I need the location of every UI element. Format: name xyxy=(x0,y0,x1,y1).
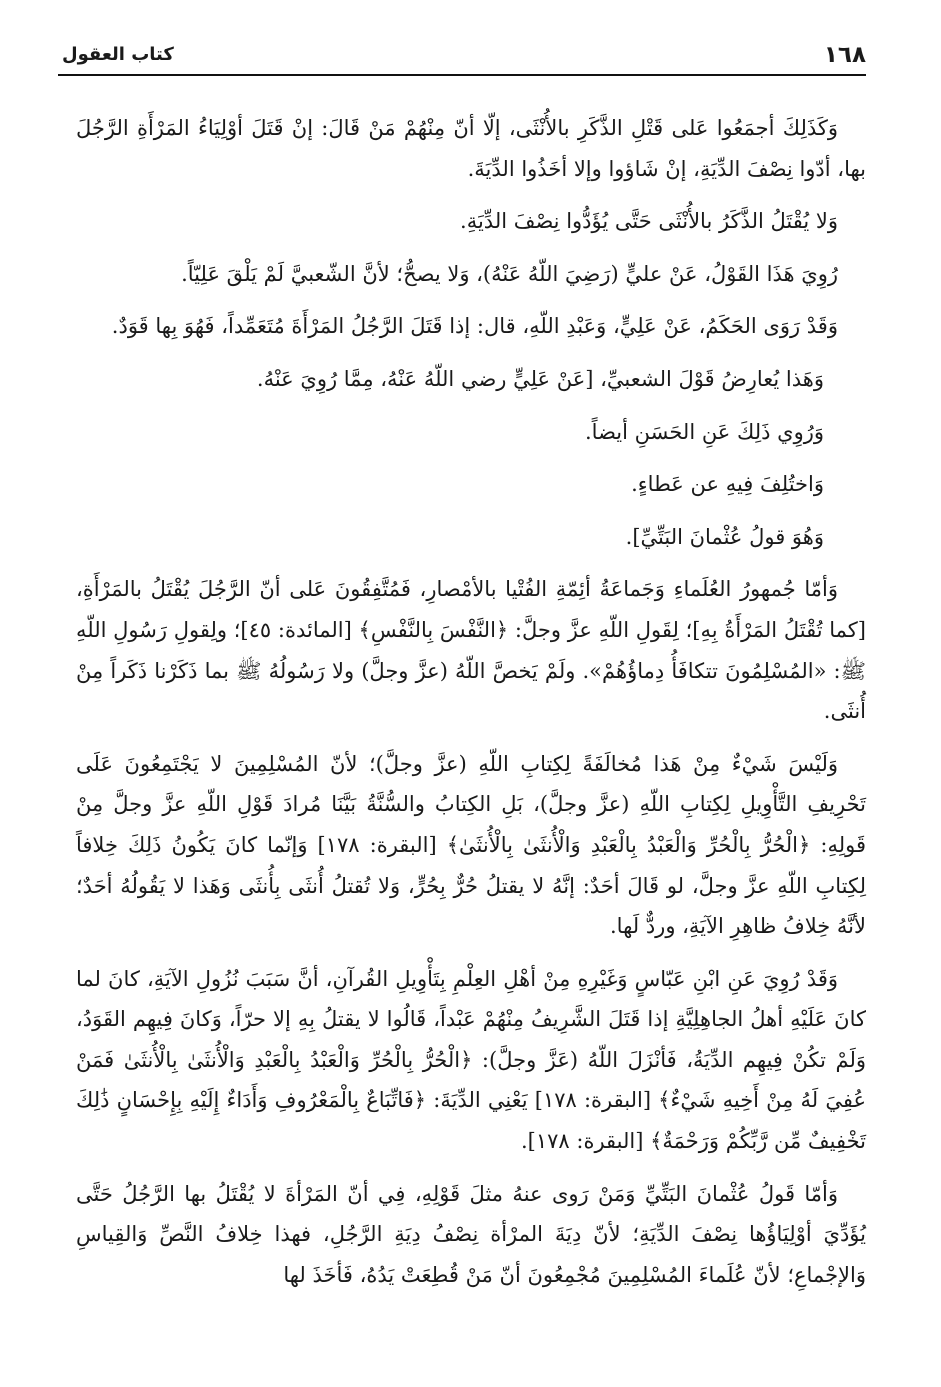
page-body xyxy=(76,108,866,1295)
book-title: كتاب العقول xyxy=(62,44,174,65)
paragraph: رُوِيَ هَذَا القَوْلُ، عَنْ عليٍّ (رَضِيَ اللّهُ عَنْهُ)، وَلا يصحُّ؛ لأنَّ الشّعبيَّ لَمْ يَلْقَ عَلِيّاً. xyxy=(181,261,838,286)
paragraph: وَكَذَلِكَ أجمَعُوا عَلى قَتْلِ الذَّكَرِ بالأُنْثَى، إلّا أنّ مِنْهُمْ مَنْ قَالَ: إنْ قَتَلَ أوْلِيَاءُ المَرْأَةِ الرَّجُلَ بها، أدّوا نِصْفَ الدِّيَةِ، إنْ شَاؤوا وإلا أخَذُوا الدِّيَةَ. xyxy=(76,116,866,181)
paragraph: وَهُوَ قولُ عُثْمانَ البَتِّيِّ]. xyxy=(625,524,824,549)
paragraph: وَقَدْ رَوَى الحَكَمُ، عَنْ عَلِيٍّ، وَعَبْدِ اللّهِ، قال: إذا قَتَلَ الرَّجُلُ المَرْأَةَ مُتَعَمِّداً، فَهُوَ بِها قَوَدٌ. xyxy=(111,314,838,339)
paragraph: وَرُوِي ذَلِكَ عَنِ الحَسَنِ أيضاً. xyxy=(585,419,824,444)
paragraph: وَأمّا قَولُ عُثْمانَ البَتِّيِّ وَمَنْ رَوى عنهُ مثلَ قَوْلِهِ، فِي أنّ المَرْأةَ لا يُقْتَلُ بها الرَّجُلُ حَتَّى يُؤَدِّيَ أوْلِيَاؤُها نِصْفَ الدِّيَةِ؛ لأنّ دِيَةَ المرْأة نِصْفُ دِيَةِ الرَّجُلِ، فهذا خِلافُ النَّصِّ وَالقِياسِ وَالإجْماعِ؛ لأنّ عُلَماءَ المُسْلِمِينَ مُجْمِعُونَ أنّ مَنْ قُطِعَتْ يَدُهُ، فَأخَذَ لها xyxy=(76,1181,866,1287)
paragraph: وَهَذا يُعارِضُ قَوْلَ الشعبيِّ، [عَنْ عَلِيٍّ رضي اللّهُ عَنْهُ، مِمَّا رُوِيَ عَنْهُ. xyxy=(256,366,824,391)
paragraph: وَلا يُقْتَلُ الذَّكَرُ بالأُنْثَى حَتَّى يُؤَدُّوا نِصْفَ الدِّيَةِ. xyxy=(460,209,838,234)
page-header xyxy=(58,40,866,76)
page-number: ١٦٨ xyxy=(823,42,866,68)
paragraph: وَلَيْسَ شَيْءٌ مِنْ هَذا مُخالَفَةً لِكِتابِ اللّهِ (عزَّ وجلَّ)؛ لأنّ المُسْلِمِينَ لا يَجْتَمِعُونَ عَلَى تَحْرِيفِ التَّأْوِيلِ لِكِتابِ اللّهِ (عزَّ وجلَّ)، بَلِ الكِتابُ والسُّنَّةُ بَيَّنَا مُرادَ قَوْلِ اللّهِ عزَّ وجلَّ مِنْ قَولِهِ: ﴿الْحُرُّ بِالْحُرِّ وَالْعَبْدُ بِالْعَبْدِ وَالْأُنثَىٰ بِالْأُنثَىٰ﴾ [البقرة: ١٧٨] وَإنّما كانَ يَكُونُ ذَلِكَ خِلافاً لِكِتابِ اللّهِ عزَّ وجلَّ، لو قَالَ أحَدٌ: إنَّهُ لا يقتلُ حُرٌّ بِحُرٍّ، وَلا تُقتلُ أُنثَى بِأُنثَى وَهَذا لا يَقُولُهُ أحَدٌ؛ لأنَّهُ خِلافُ ظاهِرِ الآيَةِ، وردٌّ لَها. xyxy=(76,751,866,939)
paragraph: وَاختُلِفَ فِيهِ عن عَطاءٍ. xyxy=(631,472,824,497)
header-rule xyxy=(58,74,866,76)
paragraph: وَأمّا جُمهورُ العُلَماءِ وَجَماعَةُ أئِمّةِ الفُتْيا بالأمْصارِ، فَمُتَّفِقُونَ عَلى أنّ الرَّجُلَ يُقْتَلُ بالمَرْأَةِ، [كما تُقْتَلُ المَرْأَةُ بِهِ]؛ لِقَولِ اللّهِ عزَّ وجلَّ: ﴿النَّفْسَ بِالنَّفْسِ﴾ [المائدة: ٤٥]؛ ولِقولِ رَسُولِ اللّهِ ﷺ: «المُسْلِمُونَ تتكافَأُ دِماؤُهُمْ». ولَمْ يَخصَّ اللّهُ (عزَّ وجلَّ) ولا رَسُولُهُ ﷺ بما ذَكَرْنا ذَكَراً مِنْ أُنثَى. xyxy=(76,577,866,724)
paragraph: وَقَدْ رُوِيَ عَنِ ابْنِ عَبّاسٍ وَغَيْرِهِ مِنْ أهْلِ العِلْمِ بِتَأْوِيلِ القُرآنِ، أنَّ سَبَبَ نُزُولِ الآيَةِ، كانَ لما كانَ عَلَيْهِ أهلُ الجاهِلِيَّةِ إذا قَتَلَ الشَّرِيفُ مِنْهُمْ عَبْداً، قَالُوا لا يقتلُ بِهِ إلا حرّاً، وَكانَ فِيهِم القَوَدُ، وَلَمْ تكُنْ فِيهِم الدِّيَةُ، فَأنْزَلَ اللّهُ (عَزَّ وجلَّ): ﴿الْحُرُّ بِالْحُرِّ وَالْعَبْدُ بِالْعَبْدِ وَالْأُنثَىٰ بِالْأُنثَىٰ فَمَنْ عُفِيَ لَهُ مِنْ أَخِيهِ شَيْءٌ﴾ [البقرة: ١٧٨] يَعْنِي الدِّيَةَ: ﴿فَاتِّبَاعٌ بِالْمَعْرُوفِ وَأَدَاءٌ إِلَيْهِ بِإِحْسَانٍ ذَٰلِكَ تَخْفِيفٌ مِّن رَّبِّكُمْ وَرَحْمَةٌ﴾ [البقرة: ١٧٨]. xyxy=(76,966,867,1154)
